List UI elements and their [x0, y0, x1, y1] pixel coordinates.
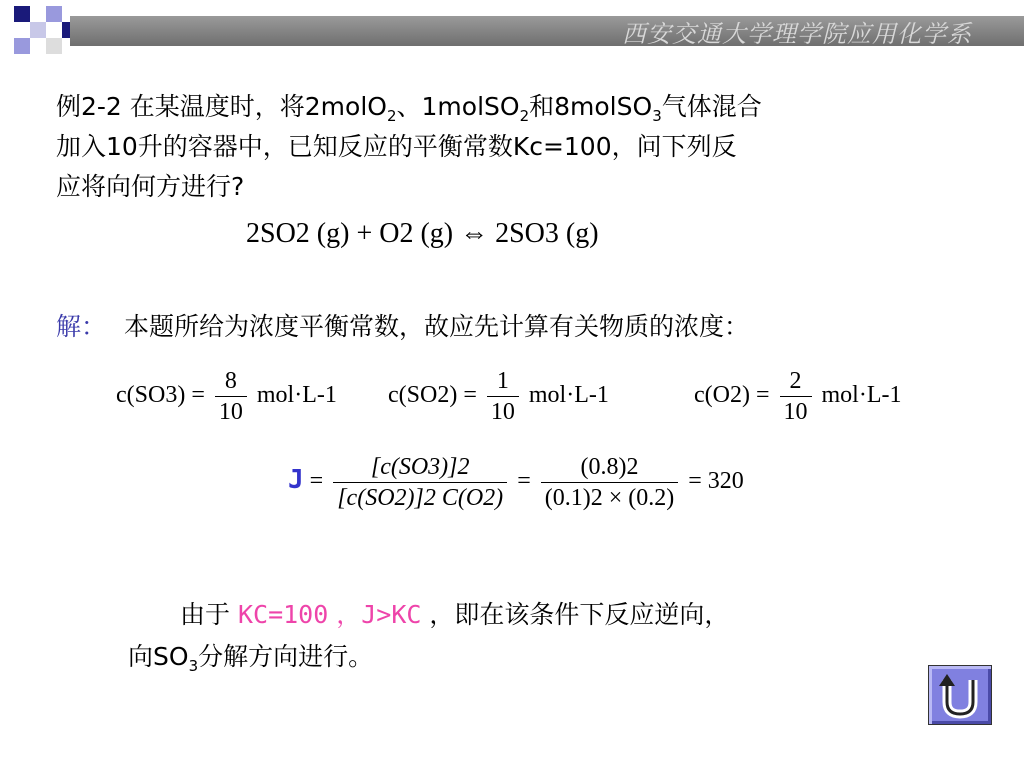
fraction [487, 366, 519, 427]
numerator: (0.8)2 [541, 452, 679, 483]
corner-square [30, 22, 46, 38]
fraction [215, 366, 247, 427]
fraction [333, 452, 507, 513]
header-title: 西安交通大学理学院应用化学系 [622, 20, 972, 48]
unit: mol·L-1 [821, 382, 902, 409]
conc-lhs: c(O2) = [694, 382, 770, 409]
fraction [780, 366, 812, 427]
j-symbol: J [288, 465, 304, 496]
conclusion-text: ，即在该条件下反应逆向， [429, 600, 730, 629]
problem-line-2: 加入10升的容器中，已知反应的平衡常数Kc=100，问下列反 [56, 132, 737, 161]
reaction-equation: 2SO2 (g) + O2 (g) ⇔ 2SO3 (g) [246, 218, 599, 249]
conclusion-text: 由于 [180, 600, 231, 629]
conclusion-line-1 [180, 596, 729, 634]
equals: = [309, 468, 324, 495]
problem-text: 气体混合 [661, 92, 762, 121]
unit: mol·L-1 [256, 382, 337, 409]
denominator: [c(SO2)]2 C(O2) [337, 485, 504, 511]
j-compare: ，J>KC [336, 600, 422, 629]
solution-intro: 本题所给为浓度平衡常数，故应先计算有关物质的浓度： [123, 312, 749, 341]
kc-value: KC=100 [237, 600, 329, 629]
conclusion-line-2 [128, 638, 373, 685]
numerator: 2 [780, 366, 812, 397]
denominator: 10 [218, 399, 243, 425]
problem-text: 和8molSO [529, 92, 653, 121]
corner-square [14, 6, 30, 22]
fraction [541, 452, 679, 513]
subscript: 2 [386, 107, 397, 125]
problem-text: 、1molSO [396, 92, 520, 121]
subscript: 3 [188, 657, 199, 675]
unit: mol·L-1 [528, 382, 609, 409]
conclusion-text: 向SO [128, 642, 189, 671]
denominator: 10 [490, 399, 515, 425]
equals: = [517, 468, 531, 495]
conc-lhs: c(SO2) = [388, 382, 477, 409]
corner-square [46, 38, 62, 54]
denominator: (0.1)2 × (0.2) [544, 485, 675, 511]
return-button[interactable] [928, 665, 992, 725]
concentration-o2 [694, 366, 902, 427]
concentration-so2 [388, 366, 609, 427]
conclusion-text: 分解方向进行。 [198, 642, 374, 671]
subscript: 2 [519, 107, 530, 125]
solution-label: 解： [56, 312, 107, 341]
subscript: 3 [652, 107, 662, 125]
numerator: 1 [487, 366, 519, 397]
j-result: = 320 [688, 468, 744, 495]
corner-square [14, 38, 30, 54]
j-expression [288, 452, 744, 513]
corner-square [46, 6, 62, 22]
solution-line [56, 308, 749, 346]
numerator: 8 [215, 366, 247, 397]
problem-line-3: 应将向何方进行? [56, 172, 245, 201]
numerator: [c(SO3)]2 [333, 452, 507, 483]
u-turn-return-icon [929, 666, 991, 724]
problem-text: 例2-2 在某温度时，将2molO [56, 92, 387, 121]
denominator: 10 [783, 399, 808, 425]
conc-lhs: c(SO3) = [116, 382, 205, 409]
concentration-so3 [116, 366, 337, 427]
